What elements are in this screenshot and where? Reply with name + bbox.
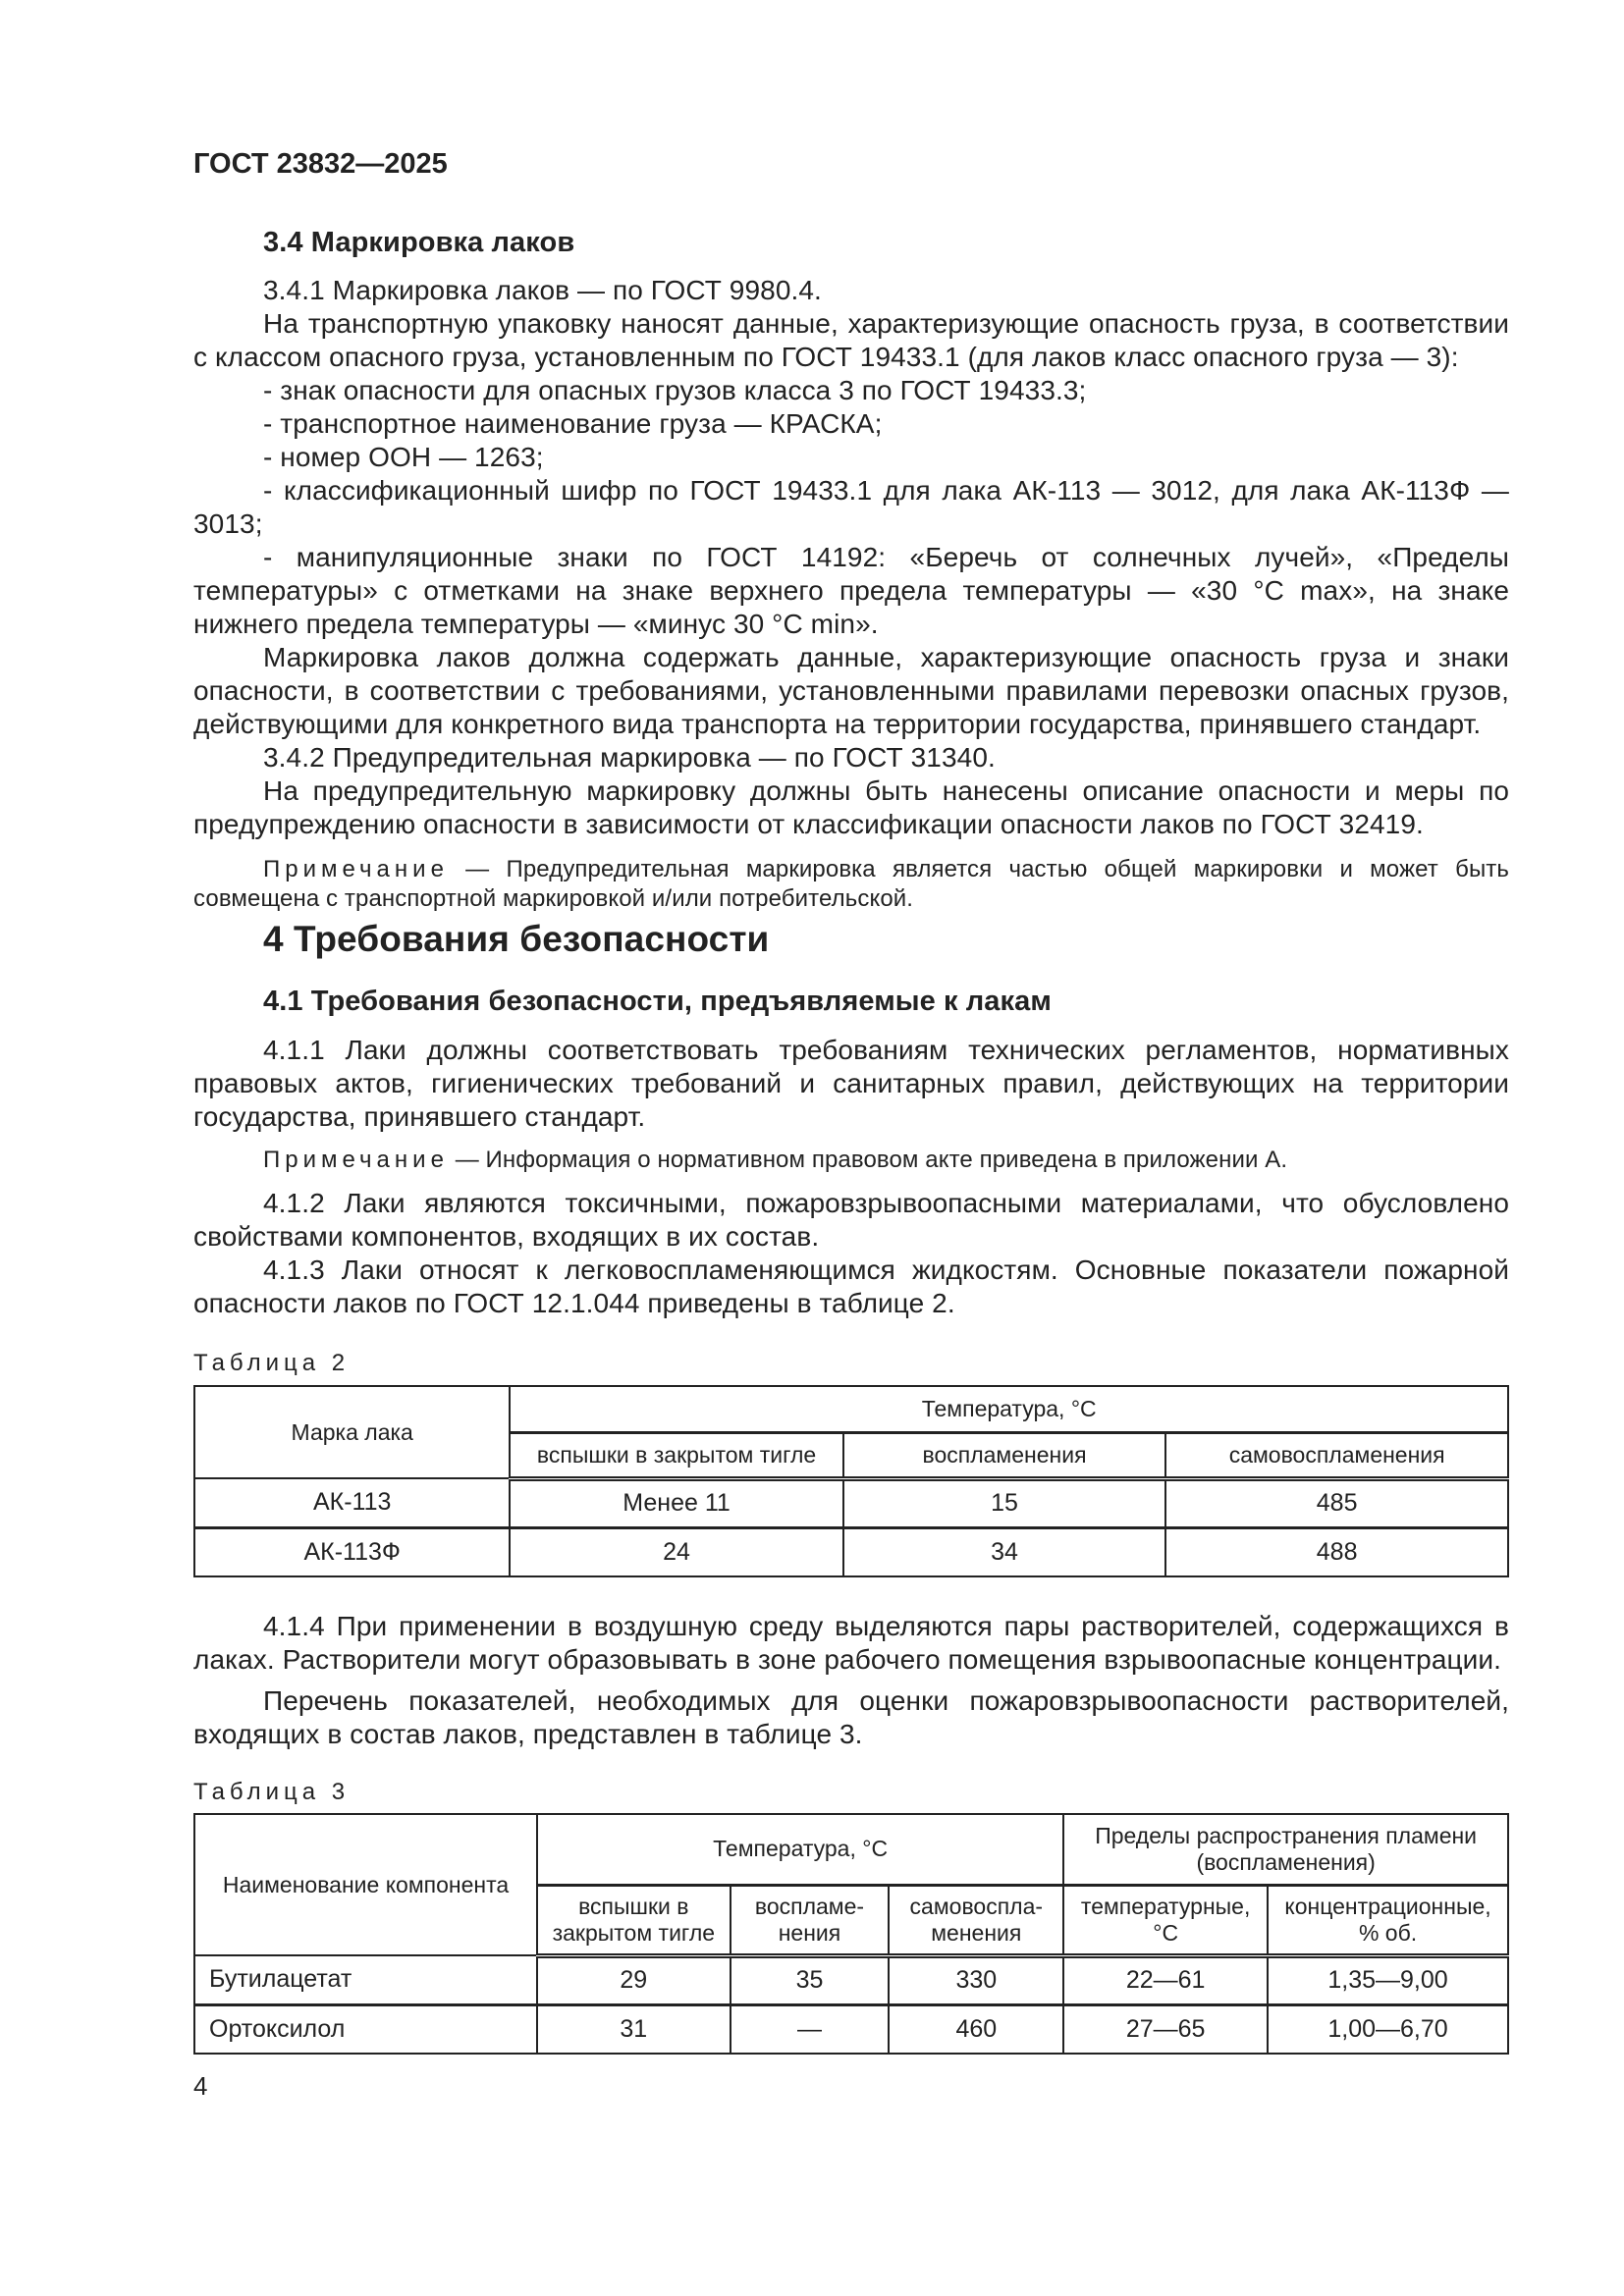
note-text: — Информация о нормативном правовом акте приведена в приложении А. (448, 1147, 1288, 1173)
page-number: 4 (193, 2071, 208, 2101)
note-legal-act (193, 1146, 1509, 1175)
list-item: - знак опасности для опасных грузов класса 3 по ГОСТ 19433.3; (263, 375, 1087, 405)
section-heading-4-1: 4.1 Требования безопасности, предъявляемые к лакам (263, 986, 1052, 1017)
note-label: Примечание (263, 1147, 449, 1173)
column-header-flash-point: вспышки в закрытом тигле (537, 1885, 731, 1955)
column-group-flame-limits: Пределы распространения пламени (воспламенения) (1063, 1814, 1508, 1885)
cell-autoignition: 488 (1165, 1527, 1508, 1576)
document-id-header: ГОСТ 23832—2025 (193, 148, 448, 180)
cell-component: Бутилацетат (194, 1955, 537, 2004)
paragraph-4-1-4: 4.1.4 При применении в воздушную среду выделяются пары растворителей, содержащихся в лаках. Растворители могут образовывать в зоне рабочего помещения взрывоопасные концентрации. (193, 1611, 1509, 1675)
paragraph-4-1-2: 4.1.2 Лаки являются токсичными, пожаровзрывоопасными материалами, что обусловлено свойствами компонентов, входящих в их состав. (193, 1188, 1509, 1252)
paragraph-3-4-1: 3.4.1 Маркировка лаков — по ГОСТ 9980.4. (263, 275, 822, 305)
column-header-brand: Марка лака (194, 1386, 510, 1478)
list-item: - манипуляционные знаки по ГОСТ 14192: «Беречь от солнечных лучей», «Пределы температуры» с отметками на знаке верхнего предела температуры — «30 °С max», на знаке нижнего предела температуры — «минус 30 °С min». (193, 542, 1509, 639)
column-header-component: Наименование компонента (194, 1814, 537, 1955)
paragraph-warning-marking: На предупредительную маркировку должны быть нанесены описание опасности и меры по предупреждению опасности в зависимости от классификации опасности лаков по ГОСТ 32419. (193, 775, 1509, 839)
column-header-ignition: воспламенения (843, 1432, 1166, 1478)
cell-autoignition: 330 (889, 1955, 1063, 2004)
column-header-concentration-limits: концентрационные, % об. (1268, 1885, 1508, 1955)
paragraph-4-1-3: 4.1.3 Лаки относят к легковоспламеняющимся жидкостям. Основные показатели пожарной опасности лаков по ГОСТ 12.1.044 приведены в таблице 2. (193, 1255, 1509, 1318)
cell-temperature-limits: 22—61 (1063, 1955, 1268, 2004)
section-4 (193, 918, 1509, 1320)
cell-brand: АК-113Ф (194, 1527, 510, 1576)
cell-ignition: — (731, 2004, 890, 2054)
column-header-autoignition: самовоспла-менения (889, 1885, 1063, 1955)
column-group-temperature: Температура, °С (537, 1814, 1063, 1885)
table-3-solvents (193, 1813, 1509, 2055)
section-4-continued (193, 1610, 1509, 1751)
note-warning-marking (193, 855, 1509, 914)
table-3-caption: Таблица 3 (193, 1779, 351, 1805)
table-2-caption: Таблица 2 (193, 1350, 351, 1376)
note-text: — Предупредительная маркировка является частью общей маркировки и может быть совмещена с транспортной маркировкой и/или потребительской. (193, 856, 1509, 912)
paragraph-marking-requirements: Маркировка лаков должна содержать данные, характеризующие опасность груза и знаки опасности, в соответствии с требованиями, установленными правилами перевозки опасных грузов, действующими для конкретного вида транспорта на территории государства, принявшего стандарт. (193, 642, 1509, 739)
cell-flash-point: Менее 11 (510, 1478, 842, 1527)
column-header-autoignition: самовоспламенения (1165, 1432, 1508, 1478)
cell-component: Ортоксилол (194, 2004, 537, 2054)
table-row (194, 1955, 1508, 2004)
list-item: - номер ООН — 1263; (263, 442, 544, 472)
section-heading-4: 4 Требования безопасности (263, 919, 770, 959)
cell-autoignition: 485 (1165, 1478, 1508, 1527)
cell-flash-point: 31 (537, 2004, 731, 2054)
cell-ignition: 15 (843, 1478, 1166, 1527)
paragraph-3-4-2: 3.4.2 Предупредительная маркировка — по ГОСТ 31340. (263, 742, 996, 773)
column-header-ignition: воспламе-нения (731, 1885, 890, 1955)
table-row (194, 1478, 1508, 1527)
column-header-flash-point: вспышки в закрытом тигле (510, 1432, 842, 1478)
cell-ignition: 34 (843, 1527, 1166, 1576)
cell-brand: АК-113 (194, 1478, 510, 1527)
cell-ignition: 35 (731, 1955, 890, 2004)
list-item: - классификационный шифр по ГОСТ 19433.1 для лака АК-113 — 3012, для лака АК-113Ф — 3013; (193, 475, 1509, 539)
cell-flash-point: 29 (537, 1955, 731, 2004)
table-row (194, 2004, 1508, 2054)
column-header-temperature-limits: температурные, °С (1063, 1885, 1268, 1955)
table-row (194, 1527, 1508, 1576)
cell-concentration-limits: 1,35—9,00 (1268, 1955, 1508, 2004)
cell-concentration-limits: 1,00—6,70 (1268, 2004, 1508, 2054)
paragraph-4-1-1: 4.1.1 Лаки должны соответствовать требованиям технических регламентов, нормативных правовых актов, гигиенических требований и санитарных правил, действующих на территории государства, принявшего стандарт. (193, 1035, 1509, 1132)
section-3-4 (193, 226, 1509, 914)
cell-flash-point: 24 (510, 1527, 842, 1576)
note-label: Примечание (263, 856, 449, 882)
table-2-fire-hazard (193, 1385, 1509, 1577)
paragraph-table-3-intro: Перечень показателей, необходимых для оценки пожаровзрывоопасности растворителей, входящих в состав лаков, представлен в таблице 3. (193, 1685, 1509, 1749)
cell-autoignition: 460 (889, 2004, 1063, 2054)
section-heading-3-4: 3.4 Маркировка лаков (263, 227, 575, 258)
cell-temperature-limits: 27—65 (1063, 2004, 1268, 2054)
paragraph-transport-packaging: На транспортную упаковку наносят данные, характеризующие опасность груза, в соответствии с классом опасного груза, установленным по ГОСТ 19433.1 (для лаков класс опасного груза — 3): (193, 308, 1509, 372)
list-item: - транспортное наименование груза — КРАСКА; (263, 408, 883, 439)
column-group-temperature: Температура, °С (510, 1386, 1508, 1432)
